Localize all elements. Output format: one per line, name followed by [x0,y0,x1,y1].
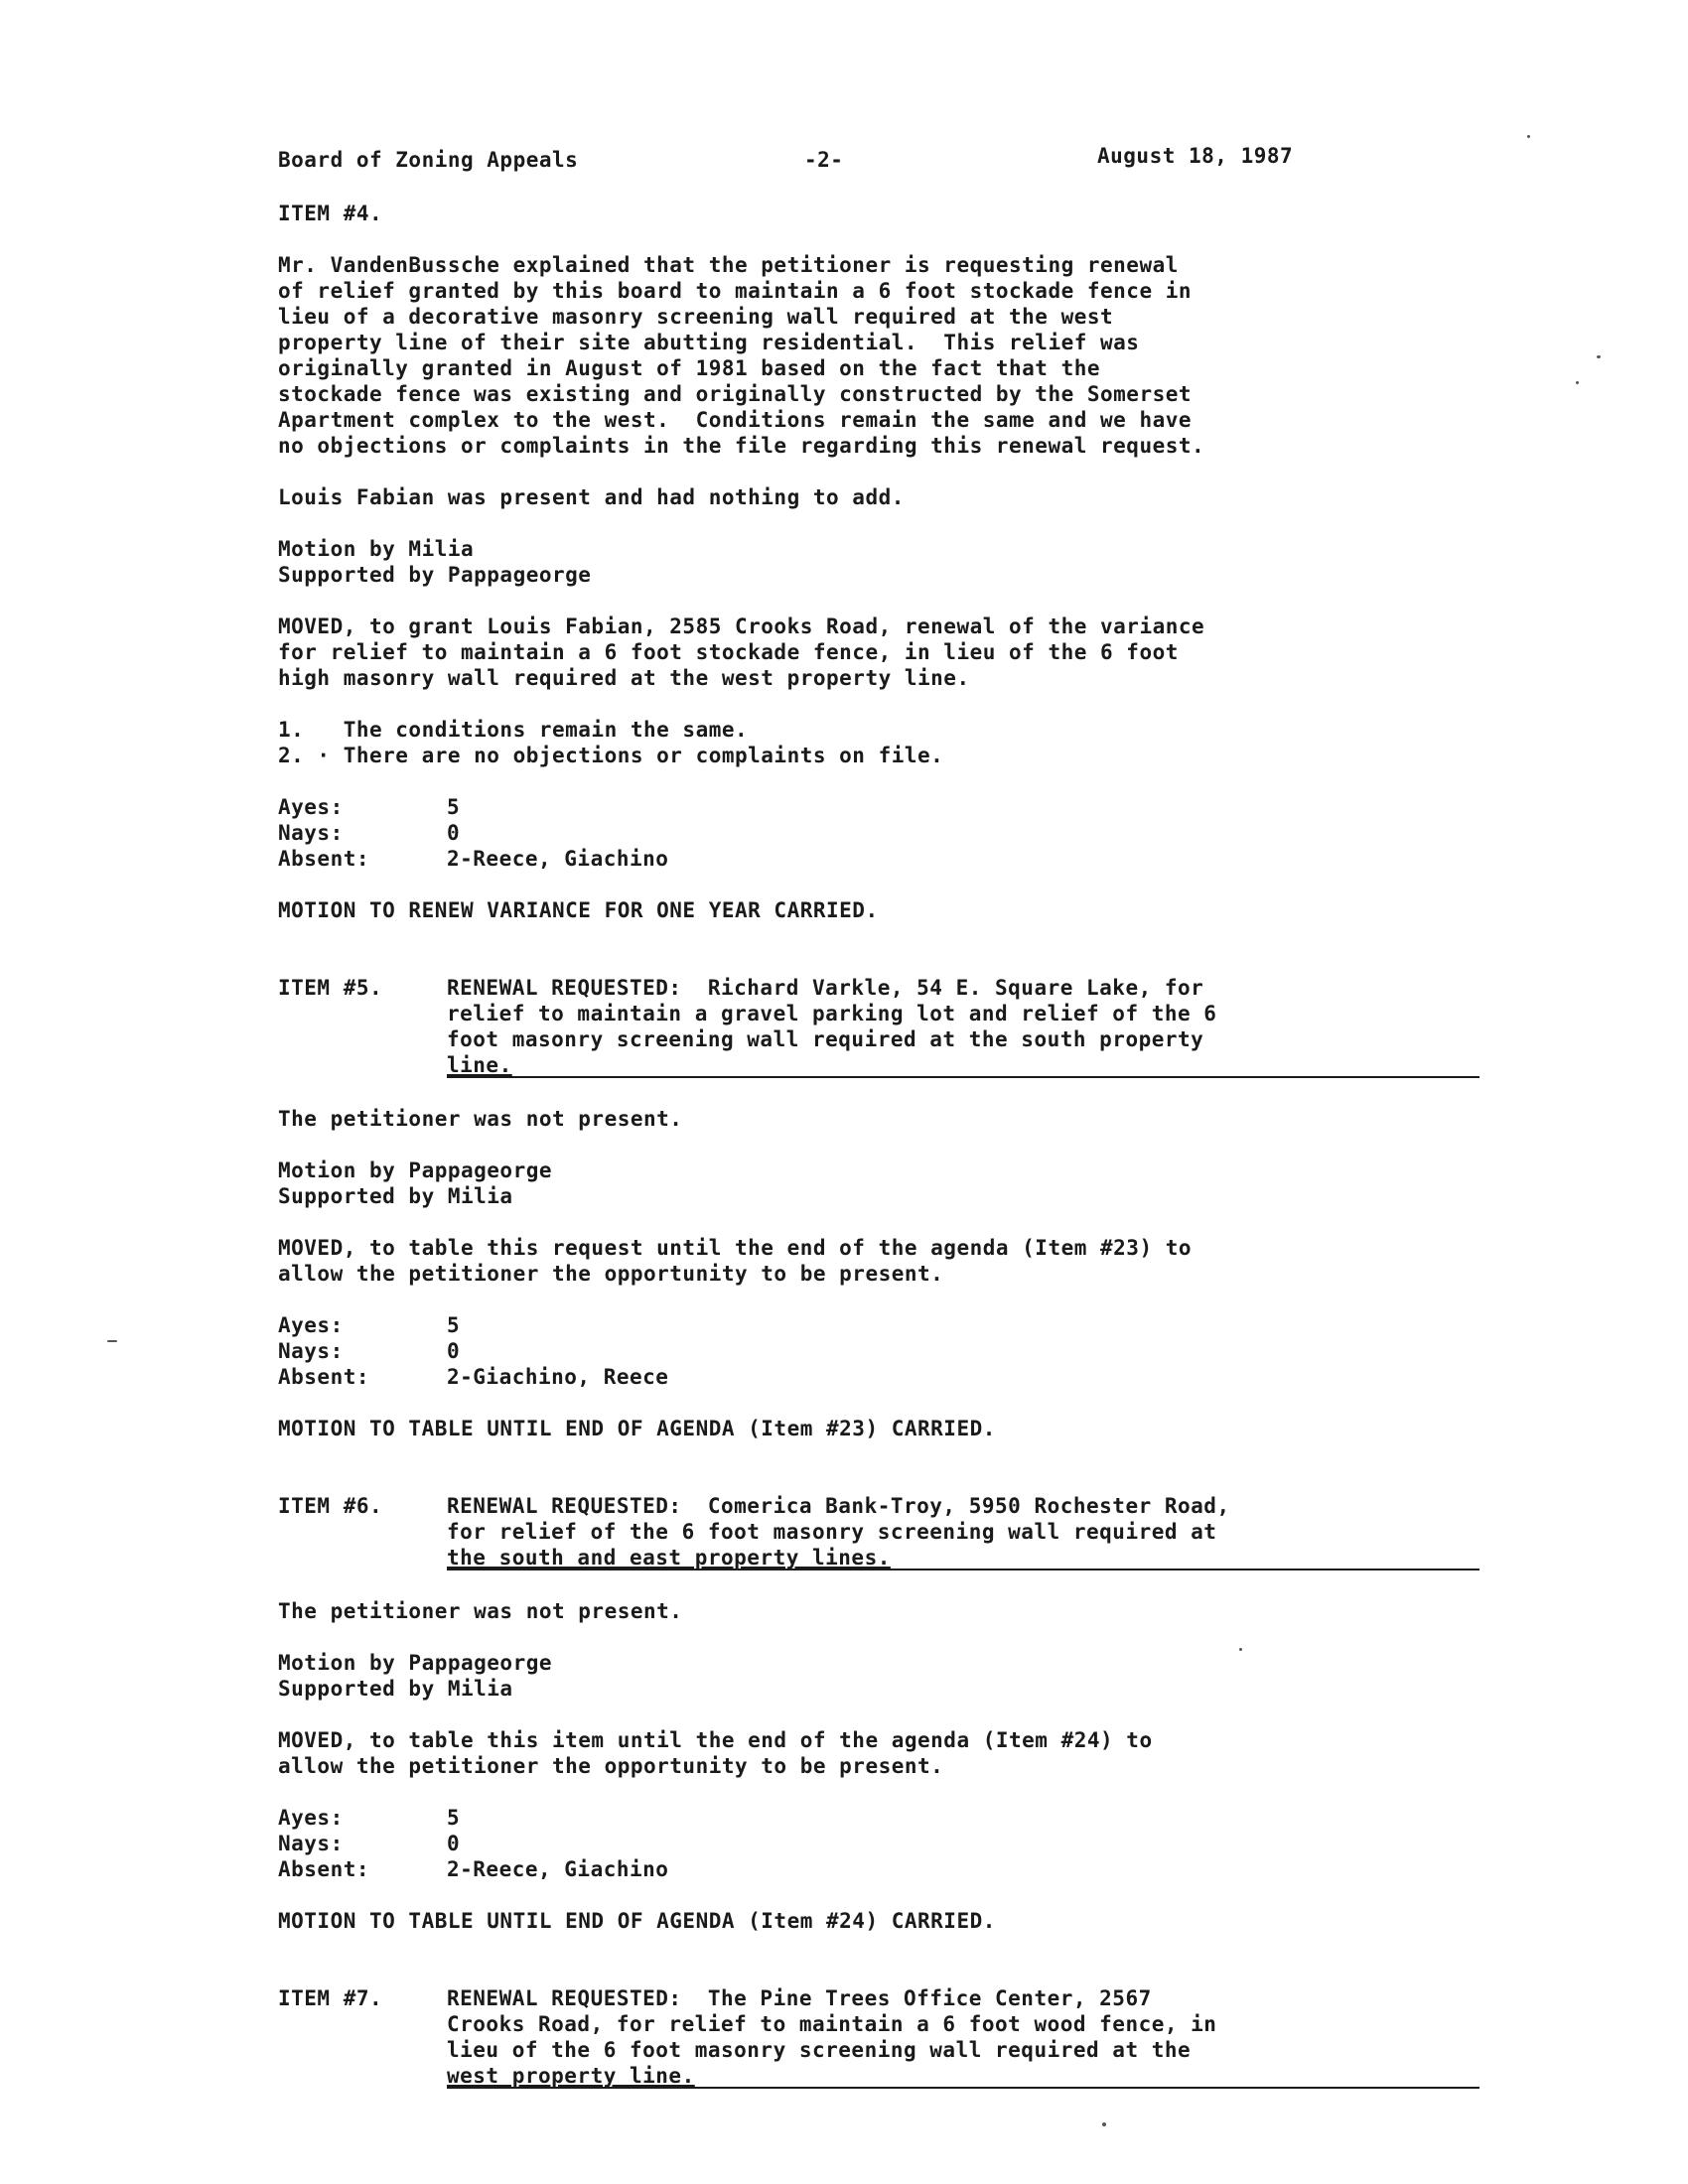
item4-conditions [278,717,1509,768]
item4-moved [278,614,1509,691]
scan-speck [1239,1648,1242,1651]
condition-line: 1. The conditions remain the same. [278,718,749,742]
header-date: August 18, 1987 [1097,144,1294,168]
header-board-name: Board of Zoning Appeals [278,148,579,172]
vote-row [278,1831,1509,1856]
item5-votes [278,1312,1509,1390]
condition-line: 2. · There are no objections or complaints on file. [278,744,944,767]
text-line: lieu of the 6 foot masonry screening wall required at the [447,2038,1192,2062]
item5-header [278,975,1509,1078]
item6-result: MOTION TO TABLE UNTIL END OF AGENDA (Item #24) CARRIED. [278,1909,996,1933]
vote-row [278,1805,1509,1831]
underline-rule [447,1076,1479,1078]
vote-label: Nays: [278,1832,344,1855]
item4-present: Louis Fabian was present and had nothing to add. [278,485,905,509]
item6-votes [278,1805,1509,1882]
scan-speck [1527,135,1530,138]
text-line: RENEWAL REQUESTED: The Pine Trees Office Center, 2567 [447,1986,1152,2010]
vote-label: Ayes: [278,1806,344,1830]
vote-value: 5 [447,795,461,819]
vote-row [278,794,1509,820]
text-line: allow the petitioner the opportunity to be present. [278,1262,944,1286]
item4-motion-by: Motion by Milia [278,537,475,561]
scan-speck [1102,2122,1106,2126]
text-line: MOVED, to table this request until the end of the agenda (Item #23) to [278,1236,1193,1260]
vote-row [278,846,1509,872]
item4-heading: ITEM #4. [278,202,383,225]
text-line: west property line. [447,2064,695,2088]
minutes-body [278,144,1509,2091]
vote-row [278,1312,1509,1338]
item5-present: The petitioner was not present. [278,1107,683,1131]
item6-header [278,1493,1509,1570]
item6-number: ITEM #6. [278,1494,383,1518]
item5-result: MOTION TO TABLE UNTIL END OF AGENDA (Item #23) CARRIED. [278,1417,996,1440]
vote-value: 0 [447,1832,461,1855]
text-line: lieu of a decorative masonry screening wall required at the west [278,305,1114,329]
text-line: stockade fence was existing and originally constructed by the Somerset [278,382,1193,406]
scan-speck [1597,355,1601,358]
vote-value: 5 [447,1806,461,1830]
item6-motion-by: Motion by Pappageorge [278,1651,553,1675]
vote-value: 0 [447,821,461,845]
text-line: line. [447,1053,512,1077]
item4-result: MOTION TO RENEW VARIANCE FOR ONE YEAR CARRIED. [278,898,879,922]
text-line: foot masonry screening wall required at the south property [447,1027,1204,1051]
text-line: MOVED, to grant Louis Fabian, 2585 Crooks Road, renewal of the variance [278,614,1205,638]
text-line: no objections or complaints in the file regarding this renewal request. [278,434,1205,458]
vote-label: Absent: [278,1365,370,1389]
vote-value: 2-Reece, Giachino [447,847,669,871]
item7-number: ITEM #7. [278,1986,383,2010]
text-line: of relief granted by this board to maintain a 6 foot stockade fence in [278,279,1193,303]
text-line: RENEWAL REQUESTED: Comerica Bank-Troy, 5950 Rochester Road, [447,1494,1230,1518]
vote-label: Ayes: [278,1313,344,1337]
text-line: Crooks Road, for relief to maintain a 6 foot wood fence, in [447,2012,1217,2036]
vote-label: Nays: [278,1339,344,1363]
vote-value: 2-Giachino, Reece [447,1365,669,1389]
vote-label: Absent: [278,847,370,871]
vote-row [278,1856,1509,1882]
text-line: high masonry wall required at the west property line. [278,666,970,690]
item5-moved [278,1235,1509,1287]
vote-value: 0 [447,1339,461,1363]
item4-explanation [278,252,1509,459]
item6-present: The petitioner was not present. [278,1599,683,1623]
vote-value: 5 [447,1313,461,1337]
vote-label: Absent: [278,1857,370,1881]
underline-rule [447,2087,1479,2089]
text-line: MOVED, to table this item until the end of the agenda (Item #24) to [278,1728,1153,1752]
vote-row [278,820,1509,846]
item6-moved [278,1727,1509,1779]
text-line: Mr. VandenBussche explained that the petitioner is requesting renewal [278,253,1179,277]
vote-label: Nays: [278,821,344,845]
text-line: Apartment complex to the west. Conditions remain the same and we have [278,408,1193,432]
scan-speck [107,1340,117,1342]
item7-header [278,1985,1509,2089]
text-line: property line of their site abutting residential. This relief was [278,331,1140,354]
vote-value: 2-Reece, Giachino [447,1857,669,1881]
text-line: RENEWAL REQUESTED: Richard Varkle, 54 E. Square Lake, for [447,976,1204,1000]
scan-speck [1576,381,1579,384]
item5-motion-by: Motion by Pappageorge [278,1159,553,1182]
vote-label: Ayes: [278,795,344,819]
text-line: relief to maintain a gravel parking lot and relief of the 6 [447,1002,1217,1025]
item4-supported-by: Supported by Pappageorge [278,563,592,587]
vote-row [278,1364,1509,1390]
item4-votes [278,794,1509,872]
text-line: for relief to maintain a 6 foot stockade fence, in lieu of the 6 foot [278,640,1179,664]
text-line: originally granted in August of 1981 based on the fact that the [278,356,1101,380]
item5-supported-by: Supported by Milia [278,1184,513,1208]
header-page-number: -2- [804,148,844,172]
text-line: the south and east property lines. [447,1546,891,1570]
vote-row [278,1338,1509,1364]
item5-number: ITEM #5. [278,976,383,1000]
page-header [278,144,1509,173]
text-line: for relief of the 6 foot masonry screening wall required at [447,1520,1217,1544]
text-line: allow the petitioner the opportunity to be present. [278,1754,944,1778]
item6-supported-by: Supported by Milia [278,1677,513,1701]
underline-rule [447,1569,1479,1570]
